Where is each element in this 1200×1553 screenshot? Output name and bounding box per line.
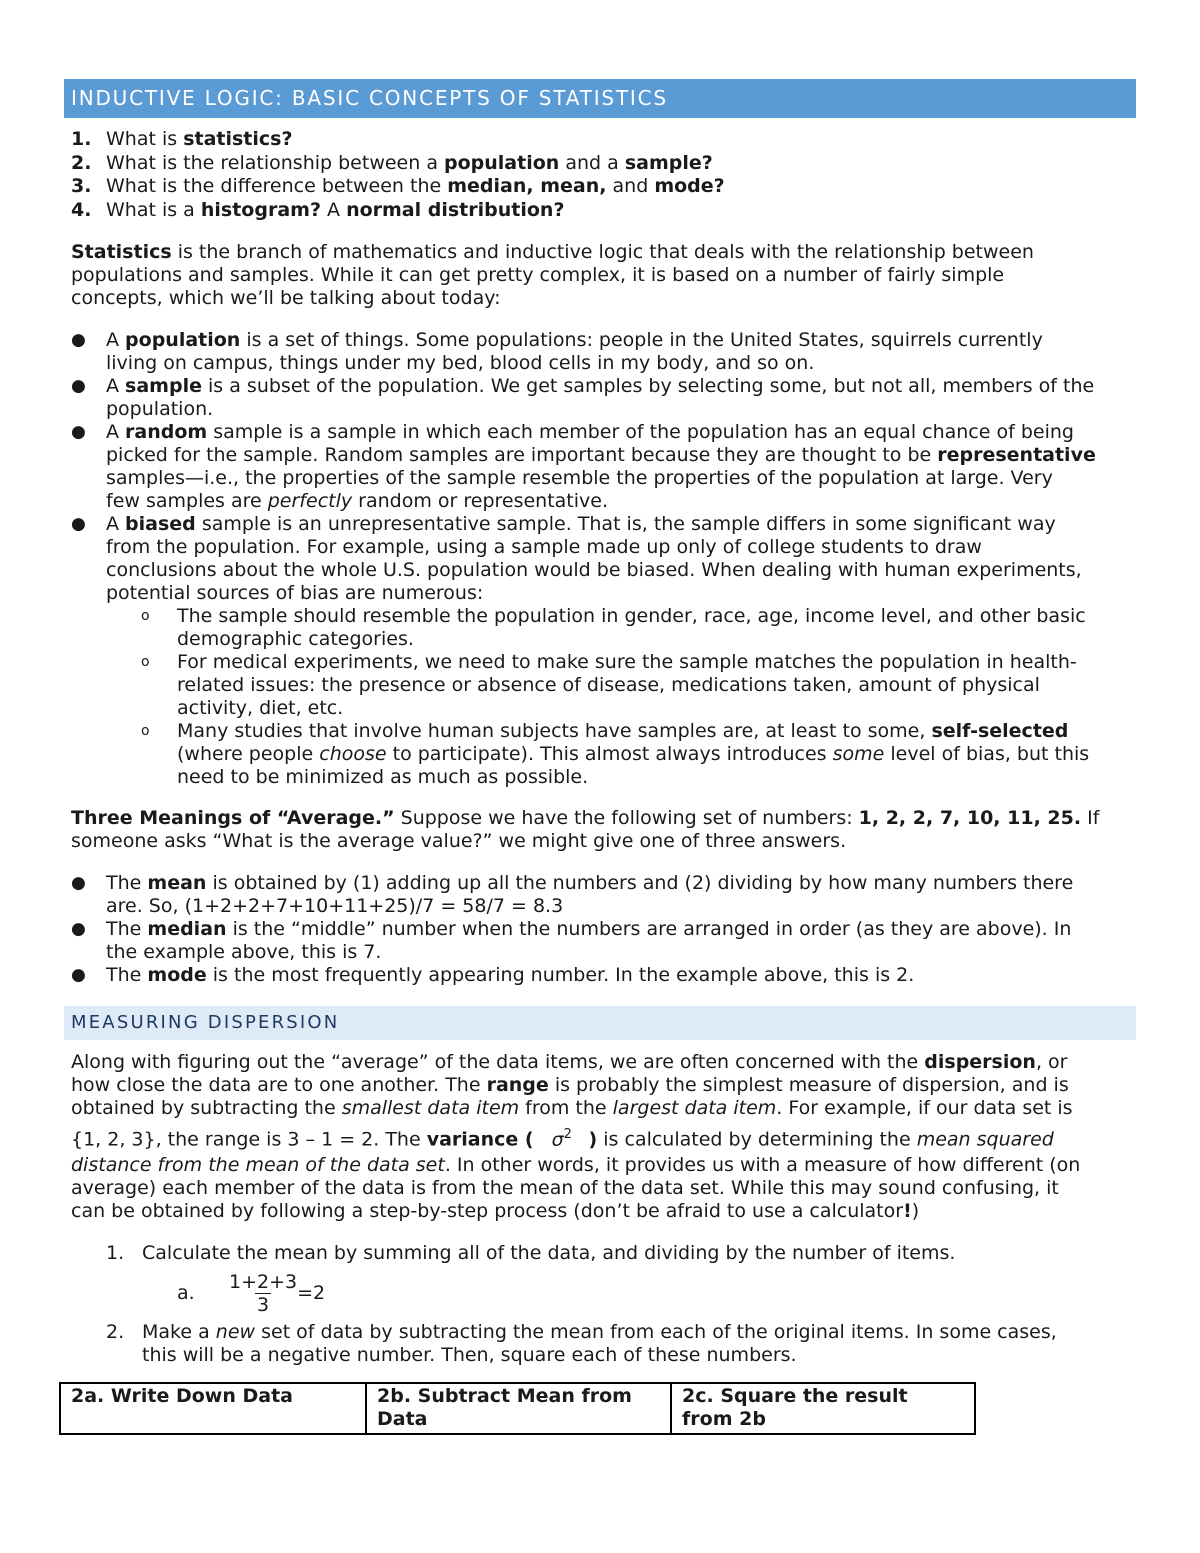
circle-bullet-icon: o: [141, 608, 150, 624]
average-list: [71, 872, 1137, 987]
list-item: ● The median is the “middle” number when the numbers are arranged in order (as they are above). In the example above, this is 7.: [71, 918, 1072, 963]
question-item: 3. What is the difference between the median, mean, and mode?: [71, 175, 725, 197]
list-item: 1. Calculate the mean by summing all of the data, and dividing by the number of items.: [106, 1242, 956, 1265]
list-item: ● A random sample is a sample in which each member of the population has an equal chance of being picked for the sample. Random samples are important because they are thought to be representative samples—i.e., the properties of the sample resemble the properties of the population at large. Very few samples are perfectly random or representative.: [71, 421, 1096, 512]
list-item: ● A sample is a subset of the population. We get samples by selecting some, but not all, members of the population.: [71, 375, 1095, 420]
table-header-cell: 2a. Write Down Data: [60, 1383, 366, 1434]
sub-list-item: o Many studies that involve human subjects have samples are, at least to some, self-selected (where people choose to participate). This almost always introduces some level of bias, but this need to be minimized as much as possible.: [141, 720, 1090, 788]
bullet-icon: ●: [71, 376, 86, 396]
table-header-row: [60, 1383, 975, 1434]
list-item: 2. Make a new set of data by subtracting the mean from each of the original items. In some cases, this will be a negative number. Then, square each of these numbers.: [106, 1321, 1057, 1367]
sub-list-item: o The sample should resemble the population in gender, race, age, income level, and other basic demographic categories.: [141, 605, 1086, 650]
bullet-icon: ●: [71, 919, 86, 939]
intro-paragraph: Statistics is the branch of mathematics and inductive logic that deals with the relationship between populations and samples. While it can get pretty complex, it is based on a number of fairly simple concepts, which we’ll be talking about today:: [71, 241, 1034, 309]
average-paragraph: Three Meanings of “Average.” Suppose we have the following set of numbers: 1, 2, 2, 7, 10, 11, 25. If someone asks “What is the average value?” we might give one of three answers.: [71, 807, 1100, 852]
question-item: 1. What is statistics?: [71, 128, 293, 150]
section-heading-inductive-logic: INDUCTIVE LOGIC: BASIC CONCEPTS OF STATISTICS: [64, 79, 1136, 118]
step-list: [71, 1242, 1137, 1367]
bullet-icon: ●: [71, 422, 86, 442]
bullet-icon: ●: [71, 873, 86, 893]
table-header-cell: 2b. Subtract Mean from Data: [366, 1383, 671, 1434]
bullet-icon: ●: [71, 330, 86, 350]
list-item: ● A biased sample is an unrepresentative sample. That is, the sample differs in some significant way from the population. For example, using a sample made up only of college students to draw conclusions about the whole U.S. population would be biased. When dealing with human experiments, potential sources of bias are numerous:: [71, 513, 1082, 604]
variance-table: [59, 1382, 976, 1435]
bullet-icon: ●: [71, 514, 86, 534]
mean-example: a. $\frac{1+2+3}{3}$ =2: [177, 1270, 326, 1316]
list-item: ● The mode is the most frequently appearing number. In the example above, this is 2.: [71, 964, 915, 986]
document-content: [71, 79, 1137, 1367]
dispersion-paragraph: Along with figuring out the “average” of the data items, we are often concerned with the dispersion, or how close the data are to one another. The range is probably the simplest measure of dispersion, and is obtained by subtracting the smallest data item from the largest data item. For example, if our data set is {1, 2, 3}, the range is 3 – 1 = 2. The variance ( $\sigma^2$ ) is calculated by determining the mean squared distance from the mean of the data set. In other words, it provides us with a measure of how different (on average) each member of the data is from the mean of the data set. While this may sound confusing, it can be obtained by following a step-by-step process (don’t be afraid to use a calculator!): [71, 1051, 1081, 1223]
question-item: 2. What is the relationship between a population and a sample?: [71, 151, 713, 174]
bullet-icon: ●: [71, 965, 86, 985]
table-header-cell: 2c. Square the result from 2b: [671, 1383, 975, 1434]
definition-list: [71, 329, 1137, 789]
sigma-symbol: σ: [551, 1128, 564, 1151]
sub-list-item: o For medical experiments, we need to make sure the sample matches the population in health- related issues: the presence or absence of disease, medications taken, amount of physical activity, diet, etc.: [141, 651, 1077, 719]
circle-bullet-icon: o: [141, 723, 150, 739]
fraction: $\frac{1+2+3}{3}$: [229, 1270, 298, 1316]
circle-bullet-icon: o: [141, 654, 150, 670]
list-item: ● A population is a set of things. Some populations: people in the United States, squirrels currently living on campus, things under my bed, blood cells in my body, and so on.: [71, 329, 1043, 374]
question-list: [71, 128, 1137, 222]
question-item: 4. What is a histogram? A normal distribution?: [71, 198, 565, 221]
list-item: ● The mean is obtained by (1) adding up all the numbers and (2) dividing by how many numbers there are. So, (1+2+2+7+10+11+25)/7 = 58/7 = 8.3: [71, 872, 1074, 917]
section-heading-dispersion: MEASURING DISPERSION: [64, 1006, 1136, 1040]
